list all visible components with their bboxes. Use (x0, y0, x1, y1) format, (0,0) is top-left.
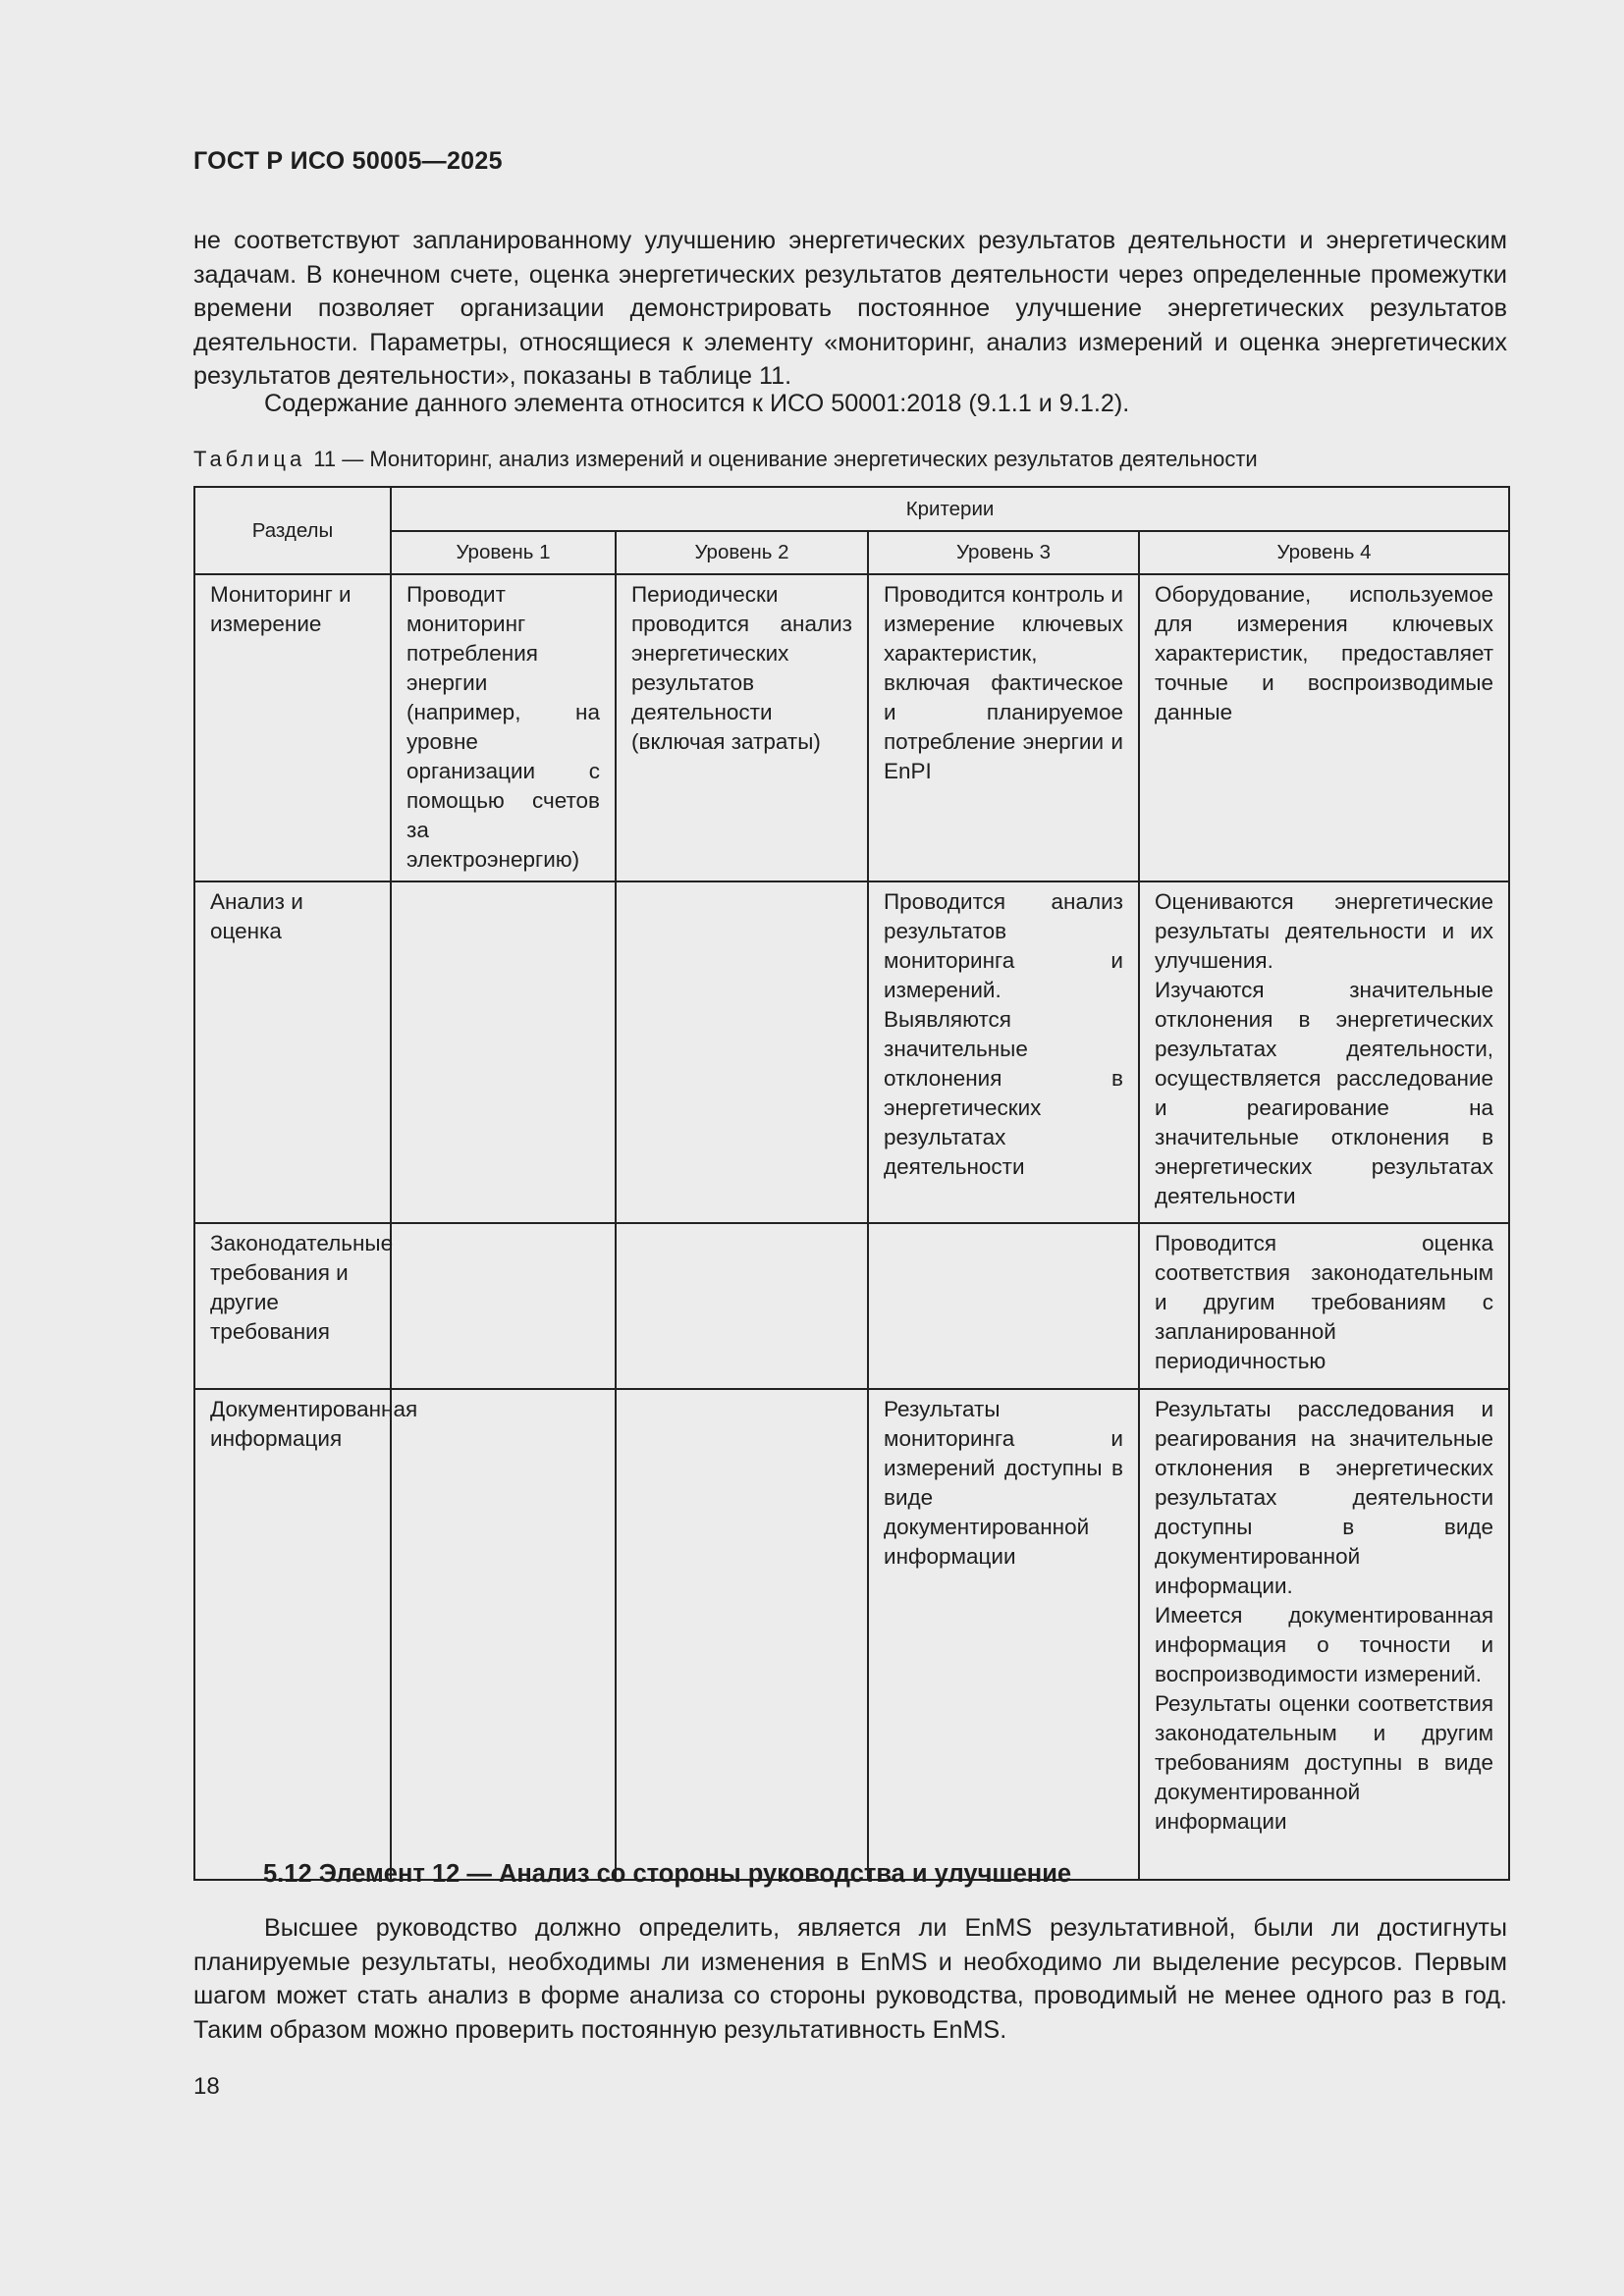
cell-paragraph: Проводится оценка соответствия законодательным и другим требованиям с запланированной периодичностью (1155, 1231, 1494, 1373)
table-cell-level-2 (616, 1223, 868, 1389)
table-row (194, 574, 1509, 881)
criteria-table (193, 486, 1510, 1881)
header-level-2: Уровень 2 (616, 531, 868, 574)
table-cell-level-3 (868, 1389, 1139, 1880)
intro-paragraph: не соответствуют запланированному улучшению энергетических результатов деятельности и энергетическим задачам. В конечном счете, оценка энергетических результатов деятельности через определенные промежутки времени позволяет организации демонстрировать постоянное улучшение энергетических результатов деятельности. Параметры, относящиеся к элементу «мониторинг, анализ измерений и оценка энергетических результатов деятельности», показаны в таблице 11. (193, 227, 1507, 390)
table-cell-level-3 (868, 1223, 1139, 1389)
cell-paragraph: Проводит мониторинг потребления энергии (например, на уровне организации с помощью счетов за электроэнергию) (406, 582, 600, 872)
table-cell-level-1 (391, 1389, 616, 1880)
header-level-3: Уровень 3 (868, 531, 1139, 574)
cell-paragraph: Проводится контроль и измерение ключевых характеристик, включая фактическое и планируемое потребление энергии и EnPI (884, 582, 1123, 783)
cell-paragraph: Имеется документированная информация о точности и воспроизводимости измерений. (1155, 1603, 1494, 1686)
header-criteria: Критерии (391, 487, 1509, 531)
cell-paragraph: Результаты оценки соответствия законодательным и другим требованиям доступны в виде документированной информации (1155, 1691, 1494, 1834)
table-header-row (194, 487, 1509, 531)
table-row (194, 1223, 1509, 1389)
table-cell-level-2 (616, 881, 868, 1223)
table-cell-level-4 (1139, 881, 1509, 1223)
table-cell-level-3 (868, 574, 1139, 881)
header-level-4: Уровень 4 (1139, 531, 1509, 574)
document-header: ГОСТ Р ИСО 50005—2025 (193, 147, 503, 175)
table-caption-text: 11 — Мониторинг, анализ измерений и оценивание энергетических результатов деятельности (313, 447, 1258, 471)
cell-paragraph: Результаты мониторинга и измерений доступны в виде документированной информации (884, 1397, 1123, 1569)
table-cell-level-4 (1139, 1223, 1509, 1389)
cell-paragraph: Изучаются значительные отклонения в энергетических результатах деятельности, осуществляется расследование и реагирование на значительные отклонения в энергетических результатах деятельности (1155, 978, 1494, 1208)
table-cell-section: Анализ и оценка (194, 881, 391, 1223)
table-cell-level-2 (616, 1389, 868, 1880)
table-caption-label: Таблица (193, 447, 306, 471)
cell-paragraph: Результаты расследования и реагирования на значительные отклонения в энергетических результатах деятельности доступны в виде документированной информации. (1155, 1397, 1494, 1598)
header-level-1: Уровень 1 (391, 531, 616, 574)
cell-paragraph: Оцениваются энергетические результаты деятельности и их улучшения. (1155, 889, 1494, 973)
table-cell-level-1 (391, 1223, 616, 1389)
cell-paragraph: Периодически проводится анализ энергетических результатов деятельности (включая затраты) (631, 582, 852, 754)
table-cell-section: Мониторинг и измерение (194, 574, 391, 881)
table-cell-level-4 (1139, 1389, 1509, 1880)
table-cell-level-1 (391, 574, 616, 881)
section-heading: 5.12 Элемент 12 — Анализ со стороны руководства и улучшение (263, 1860, 1072, 1888)
table-cell-section: Законодательные требования и другие требования (194, 1223, 391, 1389)
table-row (194, 881, 1509, 1223)
table-cell-level-2 (616, 574, 868, 881)
table-row (194, 1389, 1509, 1880)
cell-paragraph: Выявляются значительные отклонения в энергетических результатах деятельности (884, 1007, 1123, 1179)
cell-paragraph: Проводится анализ результатов мониторинга и измерений. (884, 889, 1123, 1002)
table-caption (193, 445, 1529, 474)
table-cell-level-4 (1139, 574, 1509, 881)
cell-paragraph: Оборудование, используемое для измерения ключевых характеристик, предоставляет точные и воспроизводимые данные (1155, 582, 1494, 724)
table-cell-section: Документированная информация (194, 1389, 391, 1880)
header-sections: Разделы (194, 487, 391, 574)
table-cell-level-3 (868, 881, 1139, 1223)
reference-paragraph: Содержание данного элемента относится к ИСО 50001:2018 (9.1.1 и 9.1.2). (264, 390, 1130, 417)
section-body: Высшее руководство должно определить, является ли EnMS результативной, были ли достигнуты планируемые результаты, необходимы ли изменения в EnMS и необходимо ли выделение ресурсов. Первым шагом может стать анализ в форме анализа со стороны руководства, проводимый не менее одного раз в год. Таким образом можно проверить постоянную результативность EnMS. (193, 1914, 1507, 2044)
page-number: 18 (193, 2073, 220, 2100)
table-levels-row (194, 531, 1509, 574)
table-cell-level-1 (391, 881, 616, 1223)
